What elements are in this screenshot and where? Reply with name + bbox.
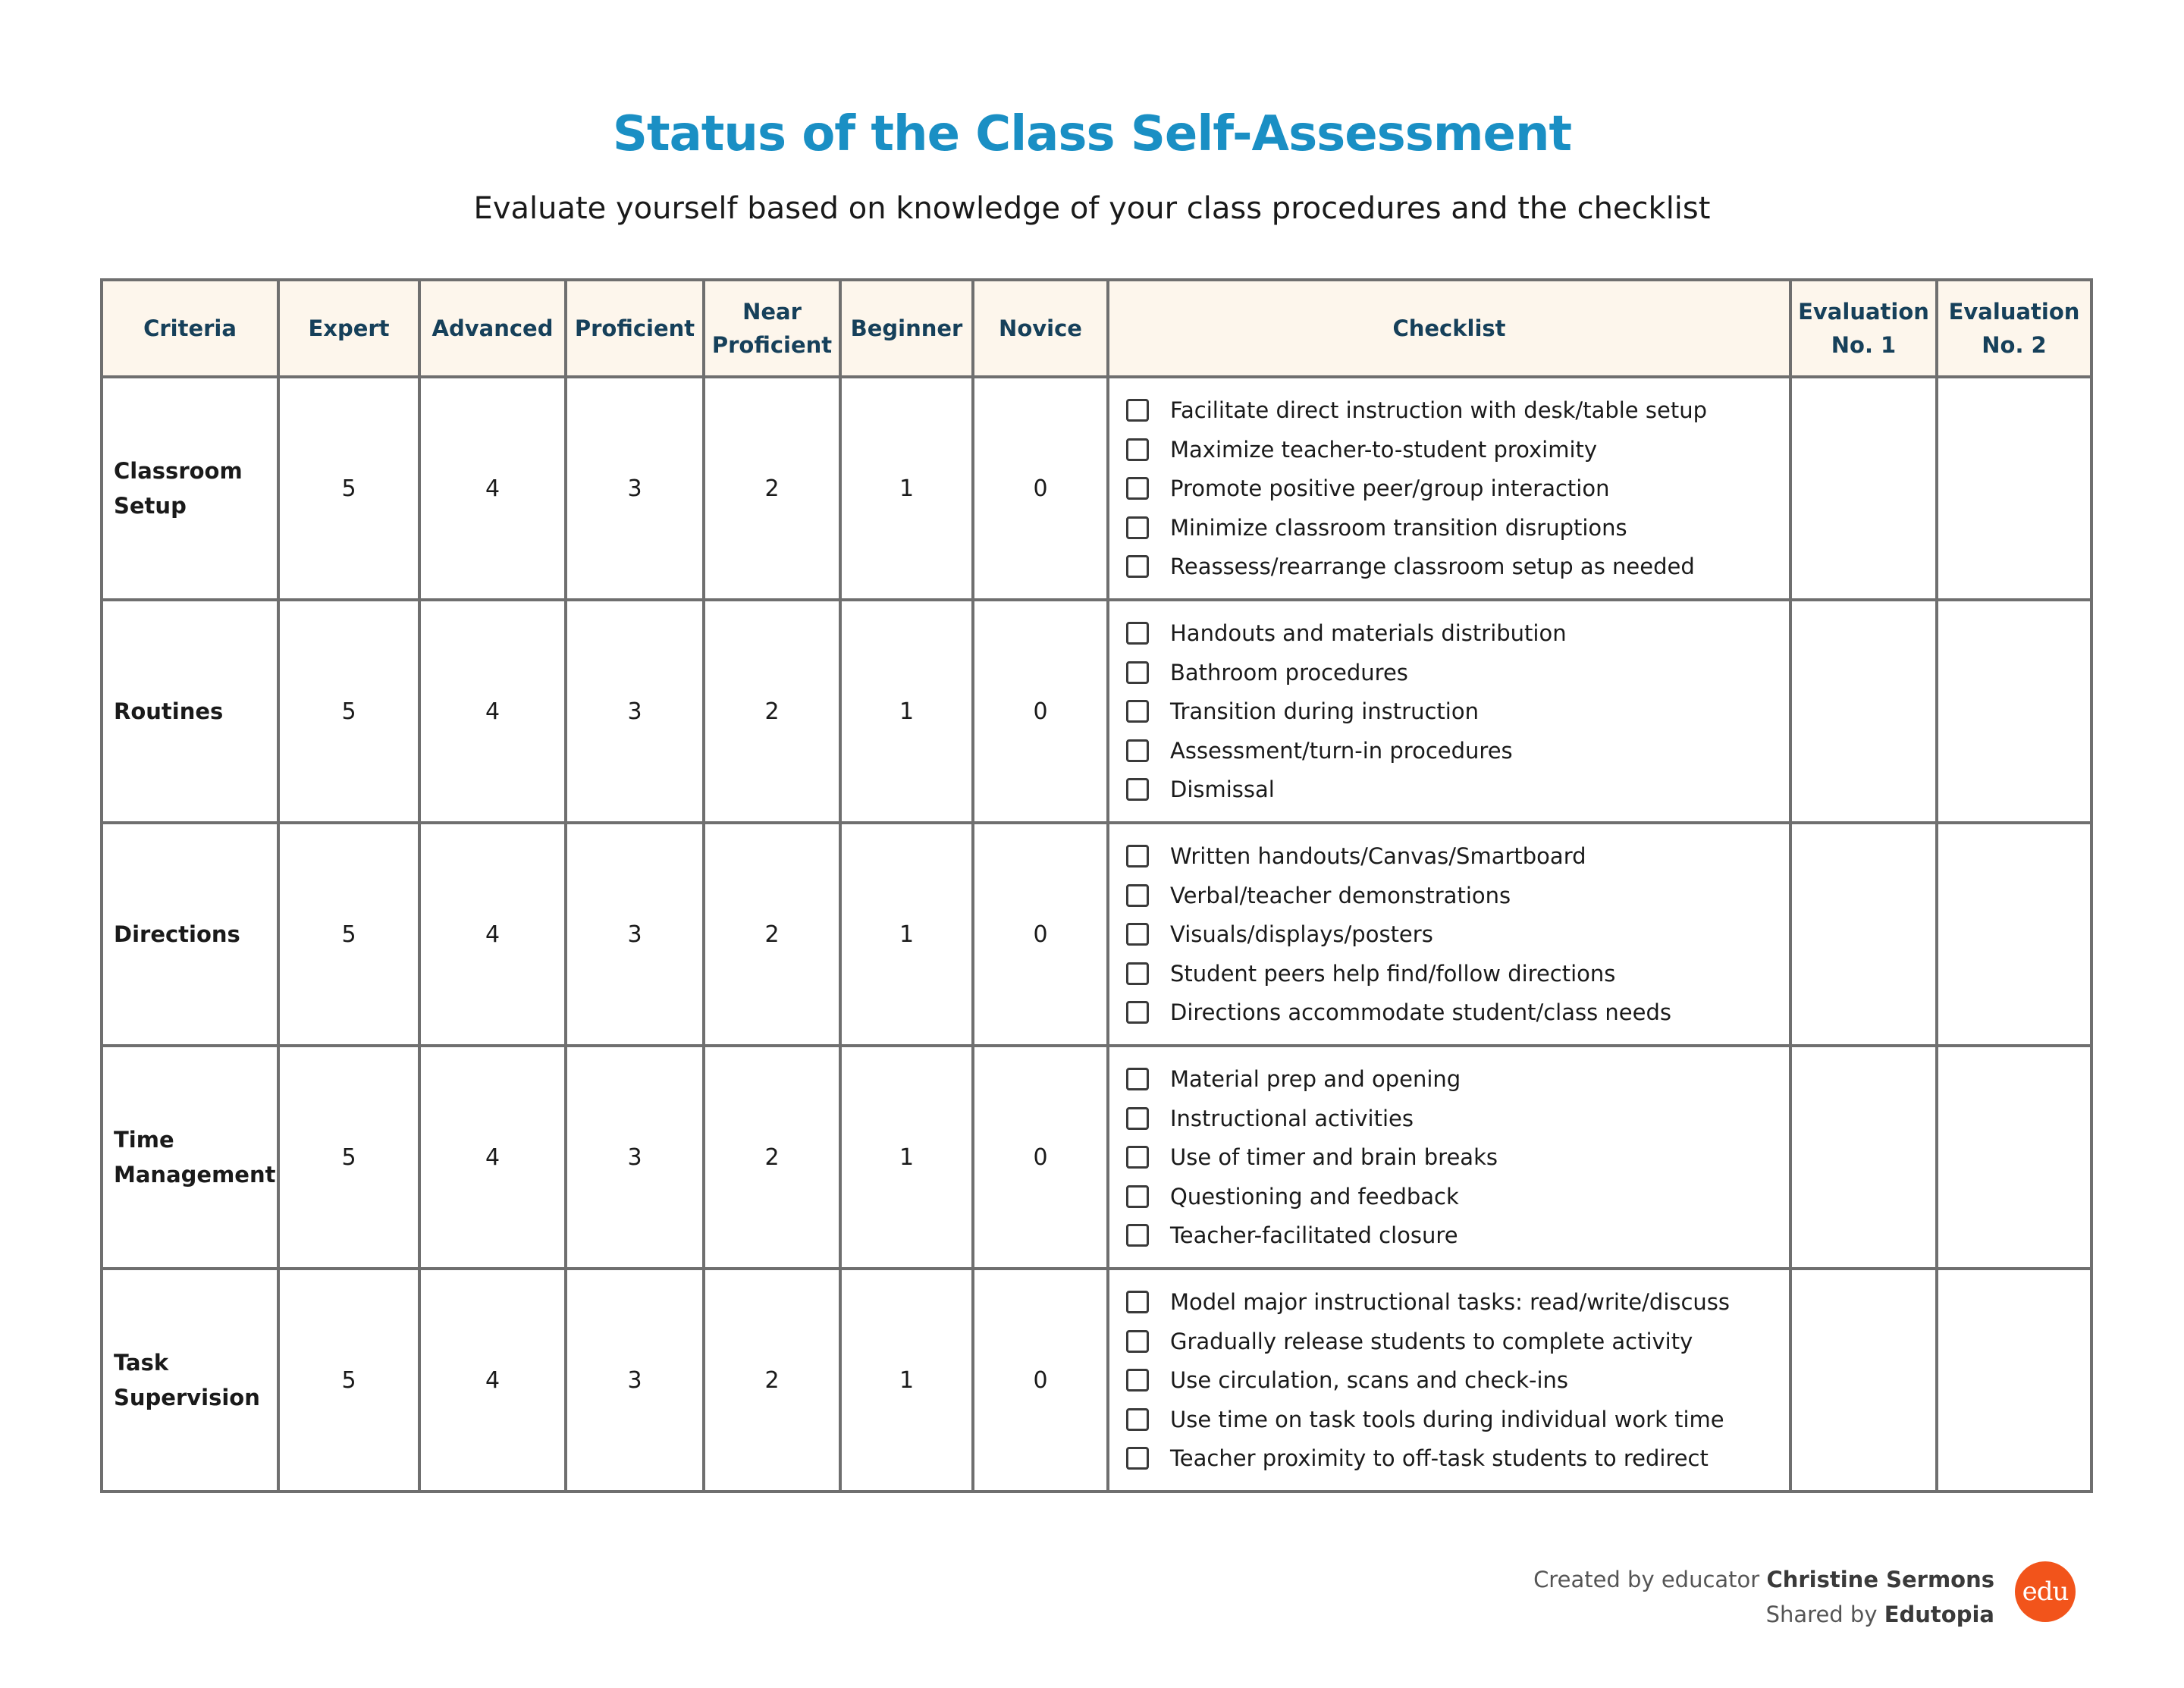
score-novice: 0 xyxy=(973,600,1108,823)
checklist-item[interactable] xyxy=(1126,508,1789,548)
checklist-item[interactable] xyxy=(1126,1360,1789,1400)
score-novice: 0 xyxy=(973,1046,1108,1269)
header-criteria: Criteria xyxy=(102,280,278,377)
checklist-item[interactable] xyxy=(1126,469,1789,508)
score-novice: 0 xyxy=(973,1269,1108,1492)
criteria-cell: Time Management xyxy=(102,1046,278,1269)
checkbox[interactable] xyxy=(1126,845,1149,868)
checklist-item[interactable] xyxy=(1126,1177,1789,1216)
score-advanced: 4 xyxy=(419,1269,566,1492)
checklist-item[interactable] xyxy=(1126,876,1789,915)
checklist-item[interactable] xyxy=(1126,954,1789,993)
checklist-item-label: Verbal/teacher demonstrations xyxy=(1170,882,1511,908)
checklist-item-label: Use of timer and brain breaks xyxy=(1170,1144,1498,1170)
checklist-item[interactable] xyxy=(1126,430,1789,469)
checklist-item-label: Material prep and opening xyxy=(1170,1066,1461,1092)
checklist-item[interactable] xyxy=(1126,1400,1789,1439)
checklist-item[interactable] xyxy=(1126,770,1789,809)
table-row xyxy=(102,377,2091,600)
table-row xyxy=(102,1046,2091,1269)
checklist-item-label: Instructional activities xyxy=(1170,1105,1414,1131)
criteria-cell: Routines xyxy=(102,600,278,823)
header-proficient: Proficient xyxy=(566,280,704,377)
table-row xyxy=(102,600,2091,823)
checkbox[interactable] xyxy=(1126,1408,1149,1431)
author-name: Christine Sermons xyxy=(1766,1567,1994,1592)
checklist-item[interactable] xyxy=(1126,731,1789,770)
header-evaluation-1: Evaluation No. 1 xyxy=(1790,280,1937,377)
publisher-name: Edutopia xyxy=(1884,1602,1994,1627)
checklist-item-label: Teacher proximity to off-task students to redirect xyxy=(1170,1445,1709,1471)
table-row xyxy=(102,823,2091,1046)
checklist-item[interactable] xyxy=(1126,1439,1789,1478)
score-expert: 5 xyxy=(278,377,419,600)
checklist-item[interactable] xyxy=(1126,613,1789,653)
evaluation-1-cell[interactable] xyxy=(1790,1269,1937,1492)
score-proficient: 3 xyxy=(566,1046,704,1269)
checkbox[interactable] xyxy=(1126,1146,1149,1169)
checklist-item[interactable] xyxy=(1126,1282,1789,1322)
checklist-item-label: Promote positive peer/group interaction xyxy=(1170,475,1610,501)
score-proficient: 3 xyxy=(566,600,704,823)
checklist-cell xyxy=(1108,823,1790,1046)
score-near-proficient: 2 xyxy=(704,1269,840,1492)
footer-credits xyxy=(1533,1562,1994,1632)
checklist-item[interactable] xyxy=(1126,1059,1789,1099)
checklist-item[interactable] xyxy=(1126,1322,1789,1361)
score-proficient: 3 xyxy=(566,1269,704,1492)
header-row xyxy=(102,280,2091,377)
checklist-cell xyxy=(1108,1046,1790,1269)
checklist-item[interactable] xyxy=(1126,993,1789,1032)
score-beginner: 1 xyxy=(840,1269,973,1492)
checklist-item-label: Questioning and feedback xyxy=(1170,1183,1459,1210)
score-near-proficient: 2 xyxy=(704,600,840,823)
page-subtitle: Evaluate yourself based on knowledge of your class procedures and the checklist xyxy=(473,191,1711,226)
score-novice: 0 xyxy=(973,377,1108,600)
checklist-item-label: Dismissal xyxy=(1170,777,1275,802)
checklist-item[interactable] xyxy=(1126,1137,1789,1177)
score-expert: 5 xyxy=(278,600,419,823)
checkbox[interactable] xyxy=(1126,739,1149,762)
score-beginner: 1 xyxy=(840,377,973,600)
checklist-item-label: Facilitate direct instruction with desk/table setup xyxy=(1170,397,1707,423)
header-novice: Novice xyxy=(973,280,1108,377)
checklist-item-label: Teacher-facilitated closure xyxy=(1170,1222,1458,1248)
checkbox[interactable] xyxy=(1126,923,1149,946)
score-expert: 5 xyxy=(278,1269,419,1492)
footer-created-line: Created by educator Christine Sermons xyxy=(1533,1567,1994,1592)
checkbox[interactable] xyxy=(1126,1224,1149,1247)
checklist-item[interactable] xyxy=(1126,1099,1789,1138)
checklist-item-label: Written handouts/Canvas/Smartboard xyxy=(1170,843,1586,869)
checkbox[interactable] xyxy=(1126,1001,1149,1024)
checkbox[interactable] xyxy=(1126,477,1149,500)
header-expert: Expert xyxy=(278,280,419,377)
checkbox[interactable] xyxy=(1126,1447,1149,1470)
checkbox[interactable] xyxy=(1126,700,1149,723)
header-advanced: Advanced xyxy=(419,280,566,377)
score-advanced: 4 xyxy=(419,823,566,1046)
checkbox[interactable] xyxy=(1126,661,1149,684)
evaluation-2-cell[interactable] xyxy=(1937,600,2091,823)
checklist-item-label: Handouts and materials distribution xyxy=(1170,620,1567,646)
checklist-item[interactable] xyxy=(1126,1216,1789,1255)
checklist-item[interactable] xyxy=(1126,547,1789,586)
score-proficient: 3 xyxy=(566,377,704,600)
page-title: Status of the Class Self-Assessment xyxy=(612,106,1572,162)
score-advanced: 4 xyxy=(419,377,566,600)
score-beginner: 1 xyxy=(840,823,973,1046)
header-checklist: Checklist xyxy=(1108,280,1790,377)
score-expert: 5 xyxy=(278,1046,419,1269)
criteria-cell: Directions xyxy=(102,823,278,1046)
checklist-item-label: Minimize classroom transition disruptions xyxy=(1170,514,1627,541)
evaluation-1-cell[interactable] xyxy=(1790,1046,1937,1269)
checklist-item-label: Assessment/turn-in procedures xyxy=(1170,737,1513,764)
criteria-cell: Task Supervision xyxy=(102,1269,278,1492)
checkbox[interactable] xyxy=(1126,778,1149,801)
score-expert: 5 xyxy=(278,823,419,1046)
checkbox[interactable] xyxy=(1126,1068,1149,1090)
checkbox[interactable] xyxy=(1126,555,1149,578)
checkbox[interactable] xyxy=(1126,399,1149,422)
checklist-item-label: Visuals/displays/posters xyxy=(1170,921,1433,947)
score-proficient: 3 xyxy=(566,823,704,1046)
evaluation-2-cell[interactable] xyxy=(1937,377,2091,600)
header-near-proficient: Near Proficient xyxy=(704,280,840,377)
table-row xyxy=(102,1269,2091,1492)
score-beginner: 1 xyxy=(840,1046,973,1269)
checklist-item-label: Bathroom procedures xyxy=(1170,659,1408,686)
evaluation-1-cell[interactable] xyxy=(1790,823,1937,1046)
checklist-item-label: Use circulation, scans and check-ins xyxy=(1170,1367,1569,1393)
checkbox[interactable] xyxy=(1126,438,1149,461)
checkbox[interactable] xyxy=(1126,1107,1149,1130)
checklist-cell xyxy=(1108,1269,1790,1492)
header-beginner: Beginner xyxy=(840,280,973,377)
score-near-proficient: 2 xyxy=(704,1046,840,1269)
checklist-item[interactable] xyxy=(1126,391,1789,430)
score-advanced: 4 xyxy=(419,600,566,823)
criteria-cell: Classroom Setup xyxy=(102,377,278,600)
score-novice: 0 xyxy=(973,823,1108,1046)
score-near-proficient: 2 xyxy=(704,823,840,1046)
evaluation-2-cell[interactable] xyxy=(1937,823,2091,1046)
checklist-item-label: Student peers help find/follow directions xyxy=(1170,960,1616,987)
checklist-item[interactable] xyxy=(1126,692,1789,731)
edutopia-logo: edu xyxy=(2015,1561,2076,1622)
checklist-item-label: Directions accommodate student/class needs xyxy=(1170,999,1672,1025)
checklist-cell xyxy=(1108,600,1790,823)
evaluation-1-cell[interactable] xyxy=(1790,377,1937,600)
checkbox[interactable] xyxy=(1126,1330,1149,1353)
header-evaluation-2: Evaluation No. 2 xyxy=(1937,280,2091,377)
checkbox[interactable] xyxy=(1126,1369,1149,1392)
evaluation-1-cell[interactable] xyxy=(1790,600,1937,823)
checklist-item-label: Reassess/rearrange classroom setup as needed xyxy=(1170,554,1695,579)
evaluation-2-cell[interactable] xyxy=(1937,1046,2091,1269)
checklist-item-label: Model major instructional tasks: read/write/discuss xyxy=(1170,1289,1731,1315)
checklist-item[interactable] xyxy=(1126,653,1789,692)
checkbox[interactable] xyxy=(1126,962,1149,985)
evaluation-2-cell[interactable] xyxy=(1937,1269,2091,1492)
checkbox[interactable] xyxy=(1126,622,1149,645)
footer-shared-line: Shared by Edutopia xyxy=(1765,1602,1994,1627)
checklist-cell xyxy=(1108,377,1790,600)
assessment-table xyxy=(100,278,2093,1493)
checklist-item[interactable] xyxy=(1126,915,1789,954)
checkbox[interactable] xyxy=(1126,884,1149,907)
checklist-item-label: Transition during instruction xyxy=(1170,698,1479,724)
score-near-proficient: 2 xyxy=(704,377,840,600)
checklist-item-label: Maximize teacher-to-student proximity xyxy=(1170,436,1598,463)
checklist-item-label: Use time on task tools during individual work time xyxy=(1170,1406,1724,1432)
checkbox[interactable] xyxy=(1126,1291,1149,1313)
score-beginner: 1 xyxy=(840,600,973,823)
checklist-item-label: Gradually release students to complete activity xyxy=(1170,1328,1693,1354)
checkbox[interactable] xyxy=(1126,516,1149,539)
checklist-item[interactable] xyxy=(1126,836,1789,876)
score-advanced: 4 xyxy=(419,1046,566,1269)
checkbox[interactable] xyxy=(1126,1185,1149,1208)
